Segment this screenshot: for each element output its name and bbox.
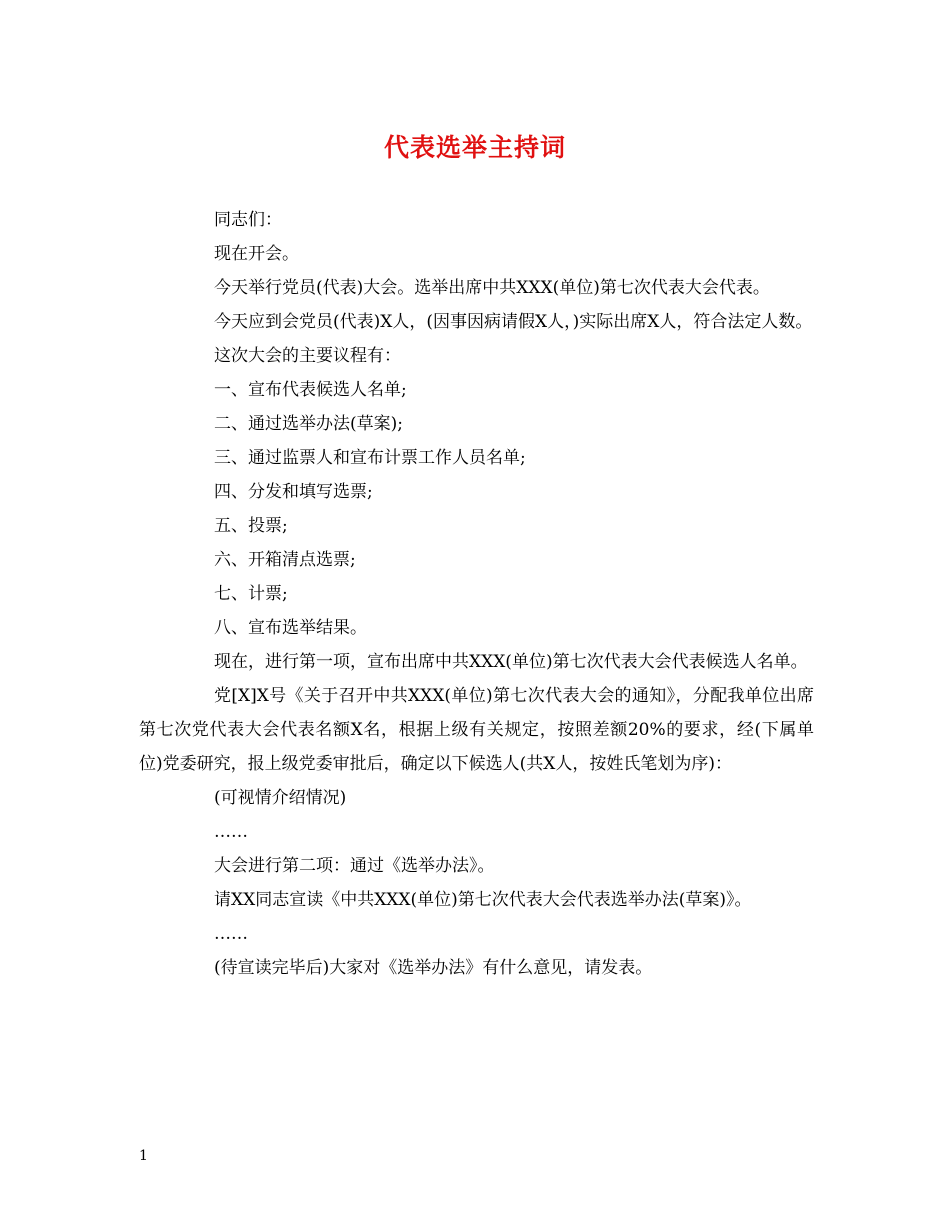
document-body (139, 203, 814, 985)
paragraph-attendance: 今天应到会党员(代表)X人，(因事因病请假X人，)实际出席X人，符合法定人数。 (214, 312, 813, 332)
paragraph-feedback-request: (待宣读完毕后)大家对《选举办法》有什么意见，请发表。 (214, 958, 653, 978)
paragraph-meeting-purpose: 今天举行党员(代表)大会。选举出席中共XXX(单位)第七次代表大会代表。 (214, 278, 770, 298)
agenda-item-2: 二、通过选举办法(草案); (214, 414, 403, 434)
paragraph-ellipsis-2: …… (214, 924, 248, 944)
agenda-item-1: 一、宣布代表候选人名单; (214, 380, 407, 400)
paragraph-read-draft: 请XX同志宣读《中共XXX(单位)第七次代表大会代表选举办法(草案)》。 (214, 890, 752, 910)
paragraph-candidate-notice: 党[X]X号《关于召开中共XXX(单位)第七次代表大会的通知》，分配我单位出席第七次党代表大会代表名额X名，根据上级有关规定，按照差额20%的要求，经(下属单位)党委研究，报上级党委审批后，确定以下候选人(共X人，按姓氏笔划为序)： (139, 686, 814, 774)
document-title: 代表选举主持词 (383, 133, 566, 162)
paragraph-step-one: 现在，进行第一项，宣布出席中共XXX(单位)第七次代表大会代表候选人名单。 (214, 652, 808, 672)
agenda-item-7: 七、计票; (214, 584, 288, 604)
agenda-item-5: 五、投票; (214, 516, 288, 536)
paragraph-step-two: 大会进行第二项：通过《选举办法》。 (214, 856, 495, 876)
paragraph-introduction-note: (可视情介绍情况) (214, 788, 347, 808)
agenda-item-4: 四、分发和填写选票; (214, 482, 373, 502)
page-number: 1 (139, 1148, 148, 1164)
agenda-item-8: 八、宣布选举结果。 (214, 618, 367, 638)
paragraph-greeting: 同志们： (214, 210, 282, 230)
agenda-item-6: 六、开箱清点选票; (214, 550, 356, 570)
paragraph-open-meeting: 现在开会。 (214, 244, 299, 264)
paragraph-ellipsis-1: …… (214, 822, 248, 842)
paragraph-agenda-intro: 这次大会的主要议程有： (214, 346, 401, 366)
agenda-item-3: 三、通过监票人和宣布计票工作人员名单; (214, 448, 526, 468)
